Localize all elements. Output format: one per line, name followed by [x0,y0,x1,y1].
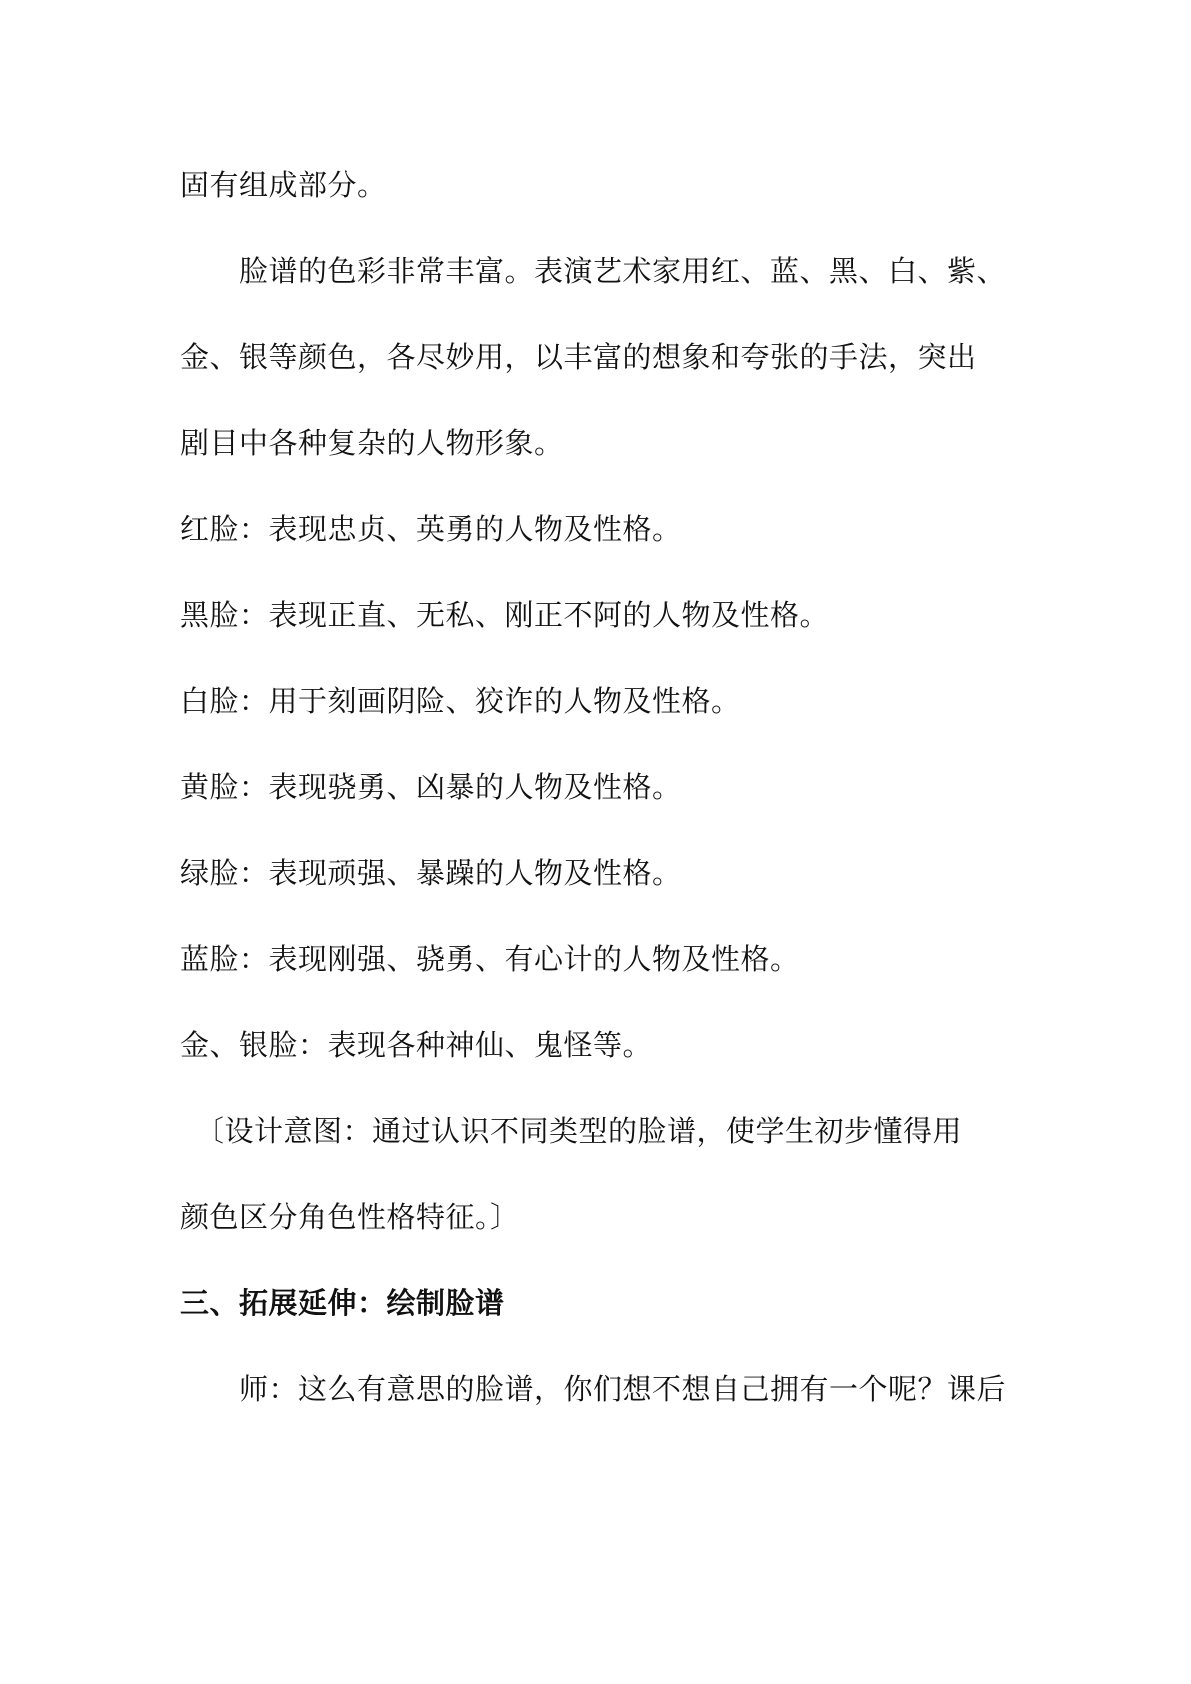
paragraph-line: 金、银等颜色，各尽妙用，以丰富的想象和夸张的手法，突出 [180,340,977,374]
list-item-red-face: 红脸：表现忠贞、英勇的人物及性格。 [180,512,682,546]
paragraph-line: 固有组成部分。 [180,168,387,202]
list-item-white-face: 白脸：用于刻画阴险、狡诈的人物及性格。 [180,684,741,718]
paragraph-line: 脸谱的色彩非常丰富。表演艺术家用红、蓝、黑、白、紫、 [180,254,1007,288]
list-item-blue-face: 蓝脸：表现刚强、骁勇、有心计的人物及性格。 [180,942,800,976]
paragraph-line: 剧目中各种复杂的人物形象。 [180,426,564,460]
design-intent-line: 颜色区分角色性格特征。〕 [180,1200,520,1234]
list-item-black-face: 黑脸：表现正直、无私、刚正不阿的人物及性格。 [180,598,830,632]
list-item-gold-silver-face: 金、银脸：表现各种神仙、鬼怪等。 [180,1028,653,1062]
design-intent-line: 〔设计意图：通过认识不同类型的脸谱，使学生初步懂得用 [180,1114,963,1148]
paragraph-line: 师：这么有意思的脸谱，你们想不想自己拥有一个呢？课后 [180,1372,1007,1406]
list-item-yellow-face: 黄脸：表现骁勇、凶暴的人物及性格。 [180,770,682,804]
list-item-green-face: 绿脸：表现顽强、暴躁的人物及性格。 [180,856,682,890]
section-heading: 三、拓展延伸：绘制脸谱 [180,1286,505,1320]
